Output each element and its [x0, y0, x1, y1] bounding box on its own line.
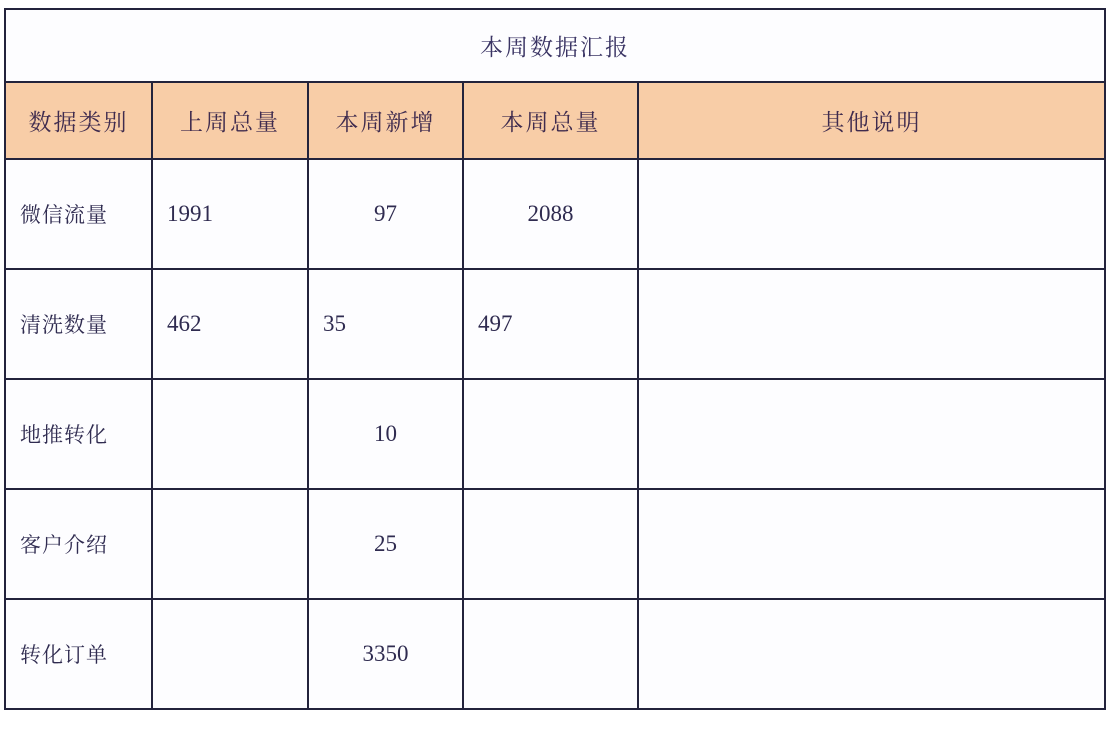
cell-this-week-new: 3350	[308, 599, 463, 709]
header-cell-last-week-total: 上周总量	[152, 82, 308, 159]
table-header-row	[5, 82, 1105, 159]
cell-other-notes	[638, 379, 1105, 489]
table-row	[5, 159, 1105, 269]
header-cell-category: 数据类别	[5, 82, 152, 159]
table-row	[5, 489, 1105, 599]
header-cell-other-notes: 其他说明	[638, 82, 1105, 159]
cell-other-notes	[638, 599, 1105, 709]
cell-last-week-total: 1991	[152, 159, 308, 269]
cell-other-notes	[638, 269, 1105, 379]
cell-this-week-new: 97	[308, 159, 463, 269]
cell-other-notes	[638, 489, 1105, 599]
cell-category: 转化订单	[5, 599, 152, 709]
cell-last-week-total: 462	[152, 269, 308, 379]
cell-category: 客户介绍	[5, 489, 152, 599]
cell-this-week-new: 35	[308, 269, 463, 379]
header-cell-this-week-total: 本周总量	[463, 82, 638, 159]
cell-category: 地推转化	[5, 379, 152, 489]
cell-category: 微信流量	[5, 159, 152, 269]
cell-last-week-total	[152, 599, 308, 709]
cell-this-week-total	[463, 489, 638, 599]
cell-last-week-total	[152, 489, 308, 599]
table-title: 本周数据汇报	[5, 9, 1105, 82]
cell-last-week-total	[152, 379, 308, 489]
cell-this-week-new: 10	[308, 379, 463, 489]
cell-category: 清洗数量	[5, 269, 152, 379]
cell-this-week-total	[463, 599, 638, 709]
header-cell-this-week-new: 本周新增	[308, 82, 463, 159]
cell-this-week-total: 2088	[463, 159, 638, 269]
cell-other-notes	[638, 159, 1105, 269]
table-title-row	[5, 9, 1105, 82]
weekly-data-report-table	[4, 8, 1106, 710]
table-row	[5, 269, 1105, 379]
cell-this-week-new: 25	[308, 489, 463, 599]
cell-this-week-total	[463, 379, 638, 489]
table-row	[5, 599, 1105, 709]
cell-this-week-total: 497	[463, 269, 638, 379]
table-row	[5, 379, 1105, 489]
